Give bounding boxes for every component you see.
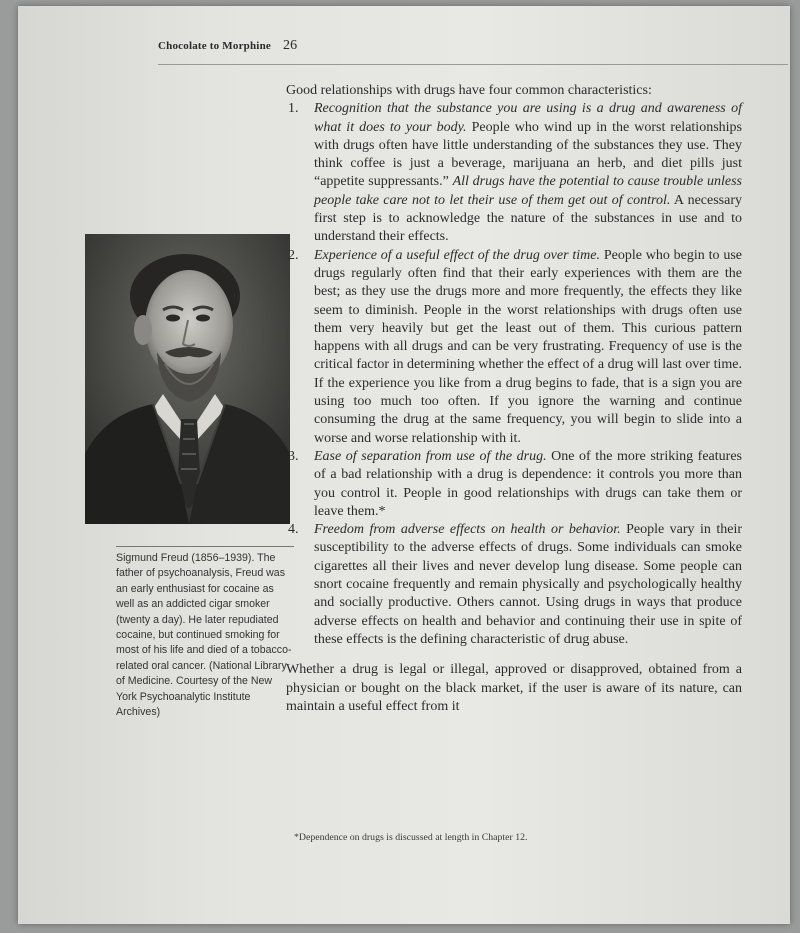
footnote: *Dependence on drugs is discussed at length in Chapter 12.: [294, 832, 528, 843]
photo-caption: Sigmund Freud (1856–1939). The father of psychoanalysis, Freud was an early enthusiast for cocaine as well as an addicted cigar smoker (twenty a day). He later repudiated cocaine, but continued smoking for most of his life and died of a tobacco-related oral cancer. (National Library of Medicine. Courtesy of the New York Psychoanalytic Institute Archives): [116, 552, 292, 719]
item-lead: Recognition that the substance you are using is a drug and awareness of what it does to your body.: [314, 101, 742, 135]
characteristics-list: [286, 100, 742, 649]
book-page: [18, 6, 790, 924]
item-lead: Experience of a useful effect of the drug over time.: [314, 247, 600, 263]
item-emphasis: All drugs have the potential to cause trouble unless people take care not to let their use of them get out of control.: [314, 174, 743, 208]
header-rule: [158, 64, 788, 65]
item-number: 4.: [288, 522, 299, 538]
item-number: 2.: [288, 247, 299, 263]
item-text: People who begin to use drugs regularly often find that their early experiences with them are the best; as they use the drugs more and more frequently, the effects they like seem to diminish. People in the worst relationships with drugs often use them very heavily but get the least out of them. This curious pattern happens with all drugs and can be very frustrating. Frequency of use is the critical factor in determining whether the effect of a drug will last over time. If the experience you like from a drug begins to fade, that is a sign you are using too much too often. If you ignore the warning and continue consuming the drug at the same frequency, you will begin to slide into a worse and worse relationship with it.: [314, 247, 742, 446]
item-lead: Freedom from adverse effects on health or behavior.: [314, 522, 621, 538]
item-number: 3.: [288, 448, 299, 464]
list-item: [286, 521, 742, 649]
caption-rule: [116, 546, 294, 547]
portrait-photo: [85, 234, 290, 524]
item-number: 1.: [288, 101, 299, 117]
item-text: A necessary first step is to acknowledge the nature of the substances in use and to understand their effects.: [314, 192, 743, 245]
item-text: People who wind up in the worst relationships with drugs often have little understanding of the substances they use. They think coffee is just a beverage, marijuana an herb, and diet pills just “appetite suppressants.”: [314, 119, 742, 190]
running-head: [158, 38, 297, 54]
closing-paragraph: Whether a drug is legal or illegal, approved or disapproved, obtained from a physician or bought on the black market, if the user is aware of its nature, can maintain a useful effect from it: [286, 662, 742, 714]
list-item: [286, 448, 742, 521]
page-number: 26: [282, 38, 298, 53]
list-item: [286, 247, 742, 448]
item-text: People vary in their susceptibility to the adverse effects of drugs. Some individuals can smoke cigarettes all their lives and never develop lung disease. Some people can snort cocaine frequently and remain physically and psychologically healthy and socially productive. Others cannot. Using drugs in ways that produce adverse effects on health and behavior and continuing their use in spite of these effects is the defining characteristic of drug abuse.: [314, 522, 742, 647]
item-text: One of the more striking features of a bad relationship with a drug is dependence: it controls you more than you control it. People in good relationships with drugs can take them or leave them.*: [314, 448, 742, 519]
list-item: [286, 100, 742, 246]
book-title: Chocolate to Morphine: [158, 40, 271, 52]
main-text: [286, 82, 742, 716]
item-lead: Ease of separation from use of the drug.: [314, 448, 547, 464]
intro-paragraph: Good relationships with drugs have four common characteristics:: [286, 83, 652, 98]
